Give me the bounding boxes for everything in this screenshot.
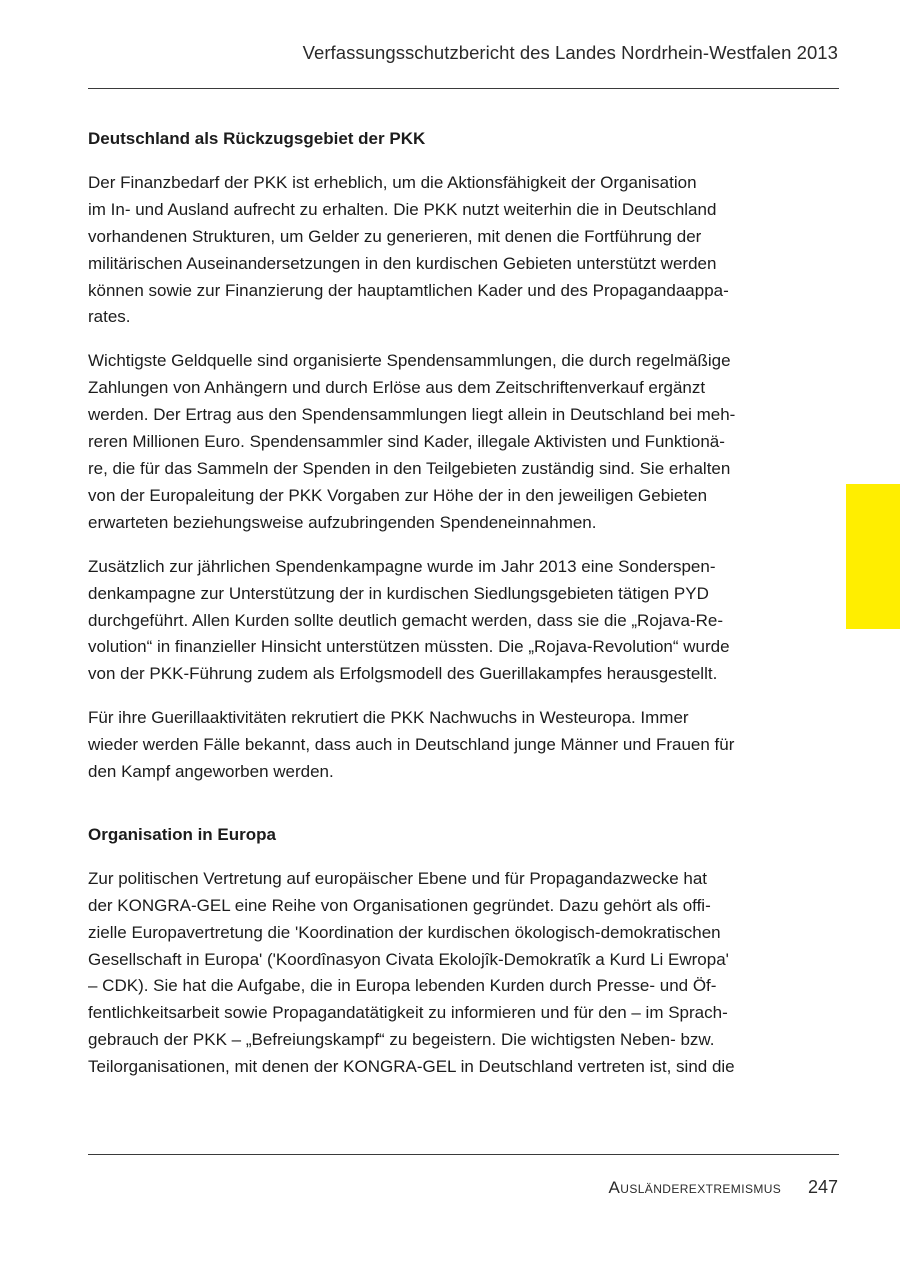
footer-chapter-title: Ausländerextremismus [608,1178,782,1197]
text-line: erwarteten beziehungsweise aufzubringenden Spendeneinnahmen. [88,512,597,532]
text-line: durchgeführt. Allen Kurden sollte deutlich gemacht werden, dass sie die „Rojava-Re- [88,610,724,630]
text-line: den Kampf angeworben werden. [88,762,334,782]
text-line: Gesellschaft in Europa' ('Koordînasyon Civata Ekolojîk-Demokratîk a Kurd Li Ewropa' [88,949,729,969]
text-line: Zahlungen von Anhängern und durch Erlöse aus dem Zeitschriftenverkauf ergänzt [88,378,706,398]
text-line: zielle Europavertretung die 'Koordination der kurdischen ökologisch-demokratischen [88,922,721,942]
text-line: Für ihre Guerillaaktivitäten rekrutiert die PKK Nachwuchs in Westeuropa. Immer [88,708,689,728]
page-number: 247 [807,1177,838,1197]
paragraph [88,705,800,786]
text-line: von der Europaleitung der PKK Vorgaben zur Höhe der in den jeweiligen Gebieten [88,485,708,505]
text-line: Zusätzlich zur jährlichen Spendenkampagne wurde im Jahr 2013 eine Sonderspen- [88,556,716,576]
text-line: volution“ in finanzieller Hinsicht unterstützen müssten. Die „Rojava-Revolution“ wurde [88,637,730,657]
text-line: von der PKK-Führung zudem als Erfolgsmodell des Guerillakampfes herausgestellt. [88,664,718,684]
section-heading-organisation-europa: Organisation in Europa [88,824,276,844]
text-line: werden. Der Ertrag aus den Spendensammlungen liegt allein in Deutschland bei meh- [88,405,736,425]
text-line: gebrauch der PKK – „Befreiungskampf“ zu begeistern. Die wichtigsten Neben- bzw. [88,1030,715,1050]
text-line: Wichtigste Geldquelle sind organisierte Spendensammlungen, die durch regelmäßige [88,351,731,371]
chapter-thumb-tab [846,484,900,629]
footer-rule [88,1154,839,1155]
paragraph [88,348,800,536]
text-line: Der Finanzbedarf der PKK ist erheblich, um die Aktionsfähigkeit der Organisation [88,172,697,192]
text-line: können sowie zur Finanzierung der hauptamtlichen Kader und des Propagandaappa- [88,280,729,300]
text-line: der KONGRA-GEL eine Reihe von Organisationen gegründet. Dazu gehört als offi- [88,895,711,915]
text-line: vorhandenen Strukturen, um Gelder zu generieren, mit denen die Fortführung der [88,226,702,246]
text-line: Teilorganisationen, mit denen der KONGRA-GEL in Deutschland vertreten ist, sind die [88,1057,735,1077]
text-line: re, die für das Sammeln der Spenden in den Teilgebieten zuständig sind. Sie erhalten [88,458,731,478]
section-heading-rueckzugsgebiet: Deutschland als Rückzugsgebiet der PKK [88,129,426,148]
text-line: denkampagne zur Unterstützung der in kurdischen Siedlungsgebieten tätigen PYD [88,583,709,603]
running-header: Verfassungsschutzbericht des Landes Nordrhein-Westfalen 2013 [302,42,838,63]
text-line: reren Millionen Euro. Spendensammler sind Kader, illegale Aktivisten und Funktionä- [88,432,725,452]
text-line: fentlichkeitsarbeit sowie Propagandatätigkeit zu informieren und für den – im Sprach- [88,1003,728,1023]
paragraph [88,866,800,1081]
page-footer [609,1177,838,1198]
paragraph [88,554,800,689]
text-line: im In- und Ausland aufrecht zu erhalten. Die PKK nutzt weiterhin die in Deutschland [88,199,717,219]
text-line: wieder werden Fälle bekannt, dass auch in Deutschland junge Männer und Frauen für [88,735,735,755]
text-line: militärischen Auseinandersetzungen in den kurdischen Gebieten unterstützt werden [88,253,717,273]
text-line: – CDK). Sie hat die Aufgabe, die in Europa lebenden Kurden durch Presse- und Öf- [88,976,717,996]
text-line: rates. [88,307,131,327]
text-line: Zur politischen Vertretung auf europäischer Ebene und für Propagandazwecke hat [88,868,708,888]
header-rule [88,88,839,89]
page-body [88,126,800,1098]
paragraph [88,170,800,331]
